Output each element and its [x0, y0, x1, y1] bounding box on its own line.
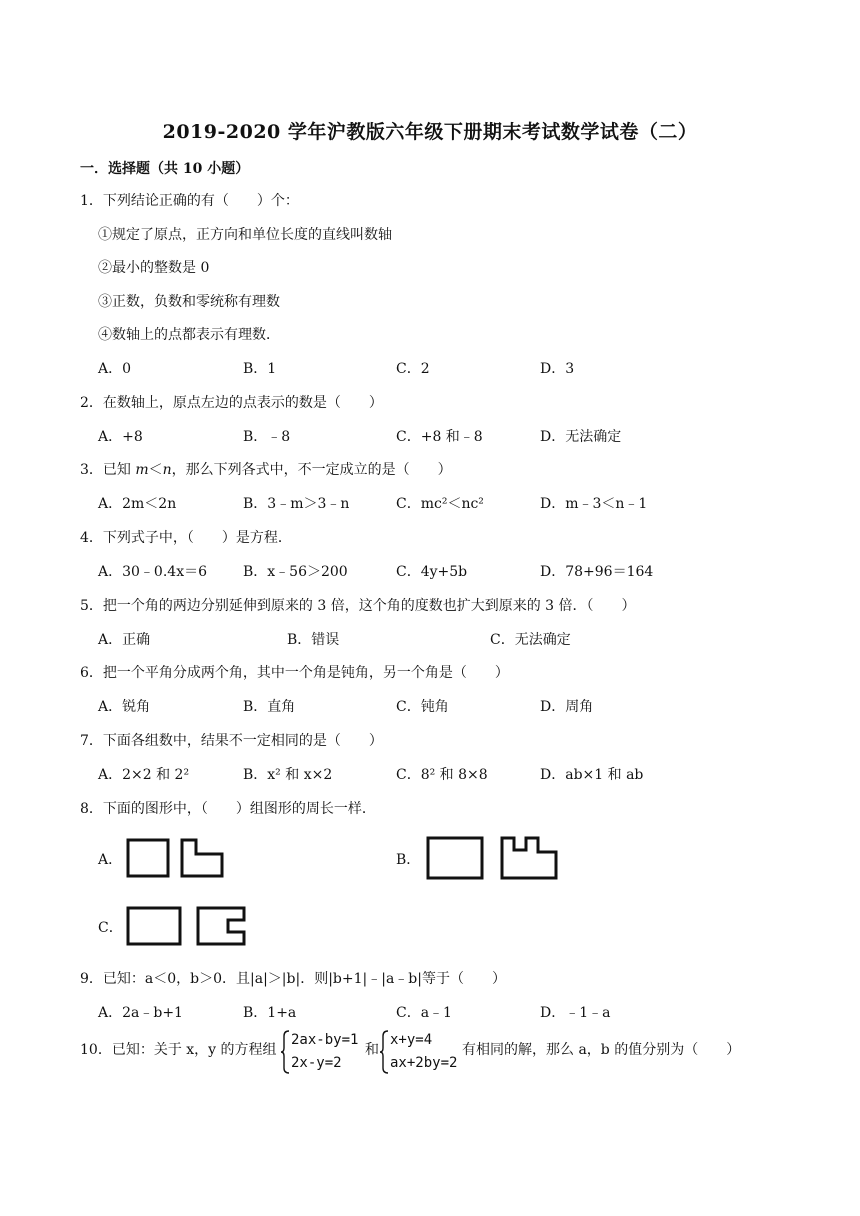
question-8-option-a: A． — [98, 852, 123, 868]
rectangle-shape — [128, 908, 180, 944]
question-1-statement-4: ④数轴上的点都表示有理数． — [98, 327, 280, 343]
question-1-statement-1: ①规定了原点，正方向和单位长度的直线叫数轴 — [98, 227, 392, 243]
question-1-statement-3: ③正数，负数和零统称有理数 — [98, 294, 280, 310]
notched-shape — [182, 840, 222, 876]
system-2-equation-1: x+y=4 — [390, 1032, 433, 1048]
question-2-option-a: A．+8 — [98, 429, 143, 445]
question-6-option-b: B．直角 — [243, 699, 296, 715]
question-5-option-a: A．正确 — [98, 632, 151, 648]
option-c-shapes-figure — [122, 904, 252, 948]
question-2-option-d: D．无法确定 — [540, 429, 622, 445]
question-3-option-d: D．m﹣3＜n﹣1 — [540, 496, 648, 512]
exam-title: 2019-2020 学年沪教版六年级下册期末考试数学试卷（二） — [162, 121, 698, 143]
system-2-equation-2: ax+2by=2 — [390, 1055, 458, 1071]
question-3-option-a: A．2m＜2n — [98, 496, 177, 512]
question-1-option-a: A．0 — [98, 361, 132, 377]
question-9-option-b: B．1+a — [243, 1005, 297, 1021]
question-4-stem: 4．下列式子中，（ ）是方程． — [80, 530, 292, 546]
section-heading: 一．选择题（共 10 小题） — [80, 161, 250, 177]
question-1-option-d: D．3 — [540, 361, 575, 377]
question-3-option-b: B．3﹣m＞3﹣n — [243, 496, 350, 512]
question-9-option-a: A．2a﹣b+1 — [98, 1005, 183, 1021]
question-3-stem: 3．已知 m＜n，那么下列各式中，不一定成立的是（ ） — [80, 462, 452, 478]
question-1-option-c: C．2 — [396, 361, 430, 377]
question-9-stem: 9．已知：a＜0，b＞0．且|a|＞|b|．则|b+1|﹣|a﹣b|等于（ ） — [80, 971, 506, 987]
question-7-option-a: A．2×2 和 2² — [98, 767, 190, 783]
question-1-option-b: B．1 — [243, 361, 277, 377]
question-10-and: 和 — [365, 1042, 379, 1058]
question-4-option-a: A．30﹣0.4x＝6 — [98, 564, 207, 580]
question-5-option-b: B．错误 — [287, 632, 340, 648]
question-1-stem: 1．下列结论正确的有（ ）个： — [80, 193, 299, 209]
question-9-option-d: D．﹣1﹣a — [540, 1005, 611, 1021]
rectangle-shape — [128, 840, 168, 876]
question-8-option-c: C． — [98, 920, 123, 936]
question-7-option-d: D．ab×1 和 ab — [540, 767, 644, 783]
system-1-equation-2: 2x-y=2 — [291, 1055, 342, 1071]
question-5-stem: 5．把一个角的两边分别延伸到原来的 3 倍，这个角的度数也扩大到原来的 3 倍．（ ） — [80, 598, 636, 614]
question-2-option-b: B．﹣8 — [243, 429, 291, 445]
left-brace-icon — [379, 1030, 389, 1074]
question-10-stem-end: 有相同的解，那么 a，b 的值分别为（ ） — [462, 1042, 741, 1058]
question-2-option-c: C．+8 和﹣8 — [396, 429, 483, 445]
question-6-option-a: A．锐角 — [98, 699, 151, 715]
option-b-shapes-figure — [422, 834, 562, 882]
rectangle-shape — [428, 838, 482, 878]
question-10-stem-start: 10．已知：关于 x，y 的方程组 — [80, 1042, 277, 1058]
notched-shape — [502, 838, 556, 878]
question-6-option-d: D．周角 — [540, 699, 594, 715]
question-7-option-c: C．8² 和 8×8 — [396, 767, 488, 783]
question-6-stem: 6．把一个平角分成两个角，其中一个角是钝角，另一个角是（ ） — [80, 665, 509, 681]
left-brace-icon — [280, 1030, 290, 1074]
question-8-stem: 8．下面的图形中，（ ）组图形的周长一样． — [80, 801, 376, 817]
question-3-option-c: C．mc²＜nc² — [396, 496, 484, 512]
notched-shape — [198, 908, 244, 944]
system-1-equation-1: 2ax-by=1 — [291, 1032, 359, 1048]
question-4-option-c: C．4y+5b — [396, 564, 468, 580]
question-7-option-b: B．x² 和 x×2 — [243, 767, 333, 783]
option-a-shapes-figure — [122, 836, 232, 880]
question-4-option-b: B．x﹣56＞200 — [243, 564, 348, 580]
question-7-stem: 7．下面各组数中，结果不一定相同的是（ ） — [80, 733, 383, 749]
question-1-statement-2: ②最小的整数是 0 — [98, 260, 210, 276]
question-6-option-c: C．钝角 — [396, 699, 449, 715]
question-2-stem: 2．在数轴上，原点左边的点表示的数是（ ） — [80, 395, 383, 411]
question-9-option-c: C．a﹣1 — [396, 1005, 452, 1021]
question-8-option-b: B． — [396, 852, 421, 868]
question-4-option-d: D．78+96＝164 — [540, 564, 654, 580]
question-5-option-c: C．无法确定 — [490, 632, 571, 648]
